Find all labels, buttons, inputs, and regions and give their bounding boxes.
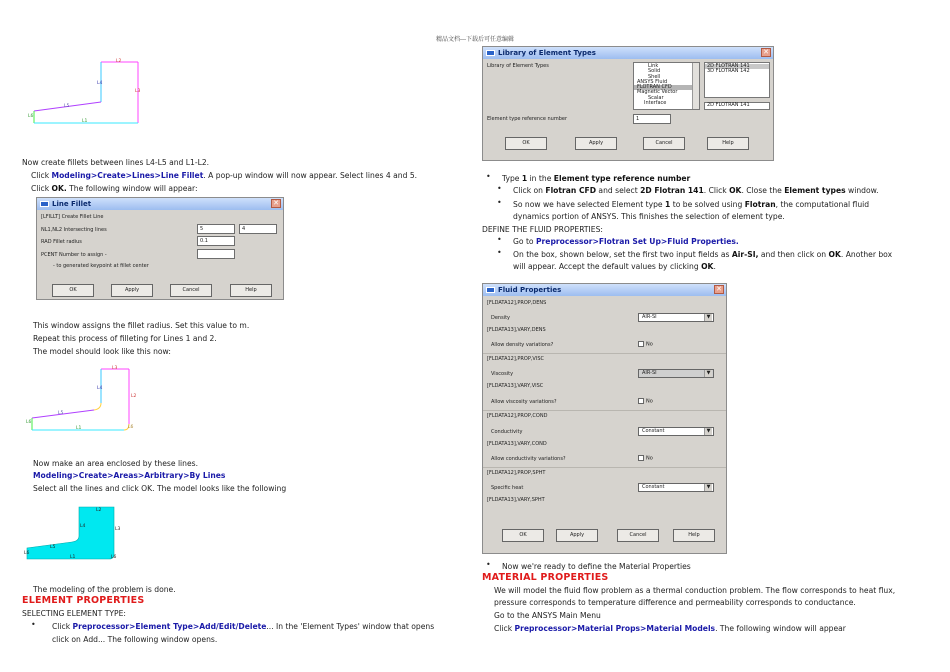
model-figure-area [22, 502, 172, 572]
specific-heat-select[interactable] [638, 483, 714, 492]
fillet-command-label: [LFILLT] Create Fillet Line [41, 214, 104, 220]
density-label: Density [491, 315, 511, 321]
fig1-label-l5: L5 [64, 104, 70, 109]
element-type-list[interactable] [704, 62, 770, 98]
right-text-11: pressure corresponds to temperature difference and permeability corresponds to conductance. [494, 598, 856, 607]
cancel-button[interactable]: Cancel [617, 529, 659, 542]
element-category-list[interactable] [633, 62, 700, 110]
bullet-icon: • [497, 235, 502, 244]
checkbox-label: No [646, 455, 653, 462]
viscosity-variation-checkbox[interactable] [638, 398, 653, 405]
window-icon [486, 50, 495, 56]
list-item[interactable]: ANSYS Fluid [637, 78, 668, 85]
divider [483, 410, 726, 411]
density-variation-checkbox[interactable] [638, 341, 653, 348]
divider [483, 467, 726, 468]
left-text-11: SELECTING ELEMENT TYPE: [22, 609, 126, 618]
list-item[interactable]: 3D FLOTRAN 142 [707, 68, 750, 75]
right-text-2: Click on Flotran CFD and select 2D Flotran 141. Click OK. Close the Element types window. [513, 186, 879, 195]
right-text-3: So now we have selected Element type 1 to be solved using Flotran, the computational fluid [513, 200, 870, 209]
visc-command-label: [FLDATA12],PROP,VISC [487, 356, 544, 362]
bullet-icon: • [31, 620, 36, 629]
dialog-title-bar [37, 198, 283, 210]
window-icon [486, 287, 495, 293]
spht-vary-label: [FLDATA13],VARY,SPHT [487, 497, 545, 503]
fig3-label-l6: L6 [24, 551, 30, 556]
chevron-down-icon: ▼ [704, 314, 712, 321]
fig1-label-l3: L3 [135, 89, 141, 94]
fig3-label-l2: L2 [96, 508, 102, 513]
apply-button[interactable]: Apply [111, 284, 153, 297]
fig3-label-l4: L4 [80, 524, 86, 529]
left-text-10: The modeling of the problem is done. [33, 585, 176, 594]
conductivity-label: Conductivity [491, 429, 523, 435]
viscosity-select[interactable] [638, 369, 714, 378]
right-text-8: will appear. Accept the default values by clicking OK. [513, 262, 716, 271]
close-icon[interactable]: ✕ [761, 48, 771, 57]
element-ref-input[interactable]: 1 [633, 114, 671, 124]
bullet-icon: • [486, 560, 491, 569]
right-text-1: Type 1 in the Element type reference number [502, 174, 691, 183]
conductivity-value: Constant [642, 428, 665, 434]
list-item[interactable]: Interface [644, 100, 667, 107]
divider [483, 353, 726, 354]
fig2-label-l1: L1 [76, 426, 82, 431]
material-properties-heading: MATERIAL PROPERTIES [482, 572, 609, 583]
fig1-label-l1: L1 [82, 119, 88, 124]
viscosity-value: AIR-SI [642, 370, 657, 376]
ok-button[interactable]: OK [52, 284, 94, 297]
specific-heat-value: Constant [642, 484, 665, 490]
left-text-3: Click OK. The following window will appear: [31, 184, 198, 193]
element-properties-heading: ELEMENT PROPERTIES [22, 595, 145, 606]
list-item[interactable]: Shell [648, 73, 661, 80]
fig2-label-l5: L5 [58, 411, 64, 416]
bullet-icon: • [497, 198, 502, 207]
viscosity-variation-label: Allow viscosity variations? [491, 399, 557, 405]
fig1-label-l6: L6 [28, 114, 34, 119]
cancel-button[interactable]: Cancel [170, 284, 212, 297]
line-fillet-dialog [36, 197, 284, 300]
left-text-4: This window assigns the fillet radius. Set this value to m. [33, 321, 250, 330]
fillet-radius-input[interactable]: 0.1 [197, 236, 235, 246]
help-button[interactable]: Help [230, 284, 272, 297]
left-text-2: Click Modeling>Create>Lines>Line Fillet. A pop-up window will now appear. Select lines 4 and 5. [31, 171, 418, 180]
right-text-13: Click Preprocessor>Material Props>Material Models. The following window will appear [494, 624, 846, 633]
bullet-icon: • [497, 184, 502, 193]
fig3-label-l6b: L6 [111, 555, 117, 560]
left-text-13: click on Add... The following window opens. [52, 635, 218, 644]
fig2-label-l4: L4 [97, 386, 103, 391]
checkbox-label: No [646, 341, 653, 348]
apply-button[interactable]: Apply [575, 137, 617, 150]
pcent-input[interactable] [197, 249, 235, 259]
fig1-label-l2: L2 [116, 59, 122, 64]
right-text-12: Go to the ANSYS Main Menu [494, 611, 601, 620]
close-icon[interactable]: ✕ [714, 285, 724, 294]
chevron-down-icon: ▼ [704, 370, 712, 377]
dens-vary-label: [FLDATA13],VARY,DENS [487, 327, 546, 333]
list-item-selected[interactable]: 2D FLOTRAN 141 [705, 64, 769, 69]
dialog-title-bar [483, 47, 773, 59]
right-text-4: dynamics portion of ANSYS. This finishes the selection of element type. [513, 212, 785, 221]
list-item[interactable]: Scalar [648, 94, 664, 101]
window-icon [40, 201, 49, 207]
chevron-down-icon: ▼ [704, 428, 712, 435]
intersecting-lines-label: NL1,NL2 Intersecting lines [41, 227, 107, 233]
fig2-label-l6: L6 [26, 420, 32, 425]
checkbox-label: No [646, 398, 653, 405]
right-text-6: Go to Preprocessor>Flotran Set Up>Fluid Properties. [513, 237, 739, 246]
ok-button[interactable]: OK [505, 137, 547, 150]
bullet-icon: • [497, 248, 502, 257]
right-text-7: On the box, shown below, set the first two input fields as Air-SI, and then click on OK. Another box [513, 250, 893, 259]
dialog-title: Fluid Properties [498, 286, 562, 294]
dialog-title-bar [483, 284, 726, 296]
fig2-label-l2: L2 [131, 394, 137, 399]
conductivity-select[interactable] [638, 427, 714, 436]
dialog-title: Library of Element Types [498, 49, 596, 57]
fig2-label-l6b: L6 [128, 425, 134, 430]
density-select[interactable] [638, 313, 714, 322]
selected-element-field: 2D FLOTRAN 141 [704, 102, 770, 110]
fig3-label-l5: L5 [50, 545, 56, 550]
apply-button[interactable]: Apply [556, 529, 598, 542]
page-header: 精品文档---下载后可任意编辑 [435, 36, 515, 43]
cond-vary-label: [FLDATA13],VARY,COND [487, 441, 547, 447]
cancel-button[interactable]: Cancel [643, 137, 685, 150]
visc-vary-label: [FLDATA13],VARY,VISC [487, 383, 544, 389]
nl2-input[interactable]: 4 [239, 224, 277, 234]
model-figure-filleted [24, 364, 174, 439]
density-value: AIR-SI [642, 314, 657, 320]
list-item-selected[interactable]: FLOTRAN CFD [634, 85, 699, 90]
spht-command-label: [FLDATA12],PROP,SPHT [487, 470, 546, 476]
right-text-5: DEFINE THE FLUID PROPERTIES: [482, 225, 603, 234]
dens-command-label: [FLDATA12],PROP,DENS [487, 300, 547, 306]
ok-button[interactable]: OK [502, 529, 544, 542]
chevron-down-icon: ▼ [704, 484, 712, 491]
library-element-types-dialog [482, 46, 774, 161]
specific-heat-label: Specific heat [491, 485, 524, 491]
list-scrollbar[interactable] [692, 63, 699, 109]
help-button[interactable]: Help [707, 137, 749, 150]
list-item[interactable]: Solid [648, 68, 661, 75]
pcent-desc: - to generated keypoint at fillet center [53, 263, 149, 269]
list-item[interactable]: Magnetic Vector [637, 89, 678, 96]
fig1-label-l4: L4 [97, 81, 103, 86]
fillet-radius-label: RAD Fillet radius [41, 239, 82, 245]
left-text-5: Repeat this process of filleting for Lines 1 and 2. [33, 334, 217, 343]
conductivity-variation-label: Allow conductivity variations? [491, 456, 566, 462]
bullet-icon: • [486, 172, 491, 181]
model-figure-lines [26, 55, 176, 135]
fig3-label-l1: L1 [70, 555, 76, 560]
right-text-10: We will model the fluid flow problem as a thermal conduction problem. The flow corresponds to heat flux, [494, 586, 896, 595]
list-item[interactable]: Link [648, 63, 659, 69]
library-label: Library of Element Types [487, 63, 549, 69]
viscosity-label: Viscosity [491, 371, 514, 377]
left-text-1: Now create fillets between lines L4-L5 and L1-L2. [22, 158, 210, 167]
conductivity-variation-checkbox[interactable] [638, 455, 653, 462]
cond-command-label: [FLDATA12],PROP,COND [487, 413, 548, 419]
left-text-6: The model should look like this now: [33, 347, 171, 356]
close-icon[interactable]: ✕ [271, 199, 281, 208]
right-text-9: Now we're ready to define the Material Properties [502, 562, 691, 571]
fig2-label-l3: L3 [112, 366, 118, 371]
help-button[interactable]: Help [673, 529, 715, 542]
fig3-label-l3: L3 [115, 527, 121, 532]
fluid-properties-dialog [482, 283, 727, 554]
left-text-8: Modeling>Create>Areas>Arbitrary>By Lines [33, 471, 226, 480]
left-text-9: Select all the lines and click OK. The model looks like the following [33, 484, 287, 493]
element-ref-label: Element type reference number [487, 116, 568, 122]
left-text-12: Click Preprocessor>Element Type>Add/Edit/Delete... In the 'Element Types' window that opens [52, 622, 435, 631]
dialog-title: Line Fillet [52, 200, 92, 208]
left-text-7: Now make an area enclosed by these lines. [33, 459, 199, 468]
nl1-input[interactable]: 5 [197, 224, 235, 234]
pcent-label: PCENT Number to assign - [41, 252, 107, 258]
density-variation-label: Allow density variations? [491, 342, 554, 348]
